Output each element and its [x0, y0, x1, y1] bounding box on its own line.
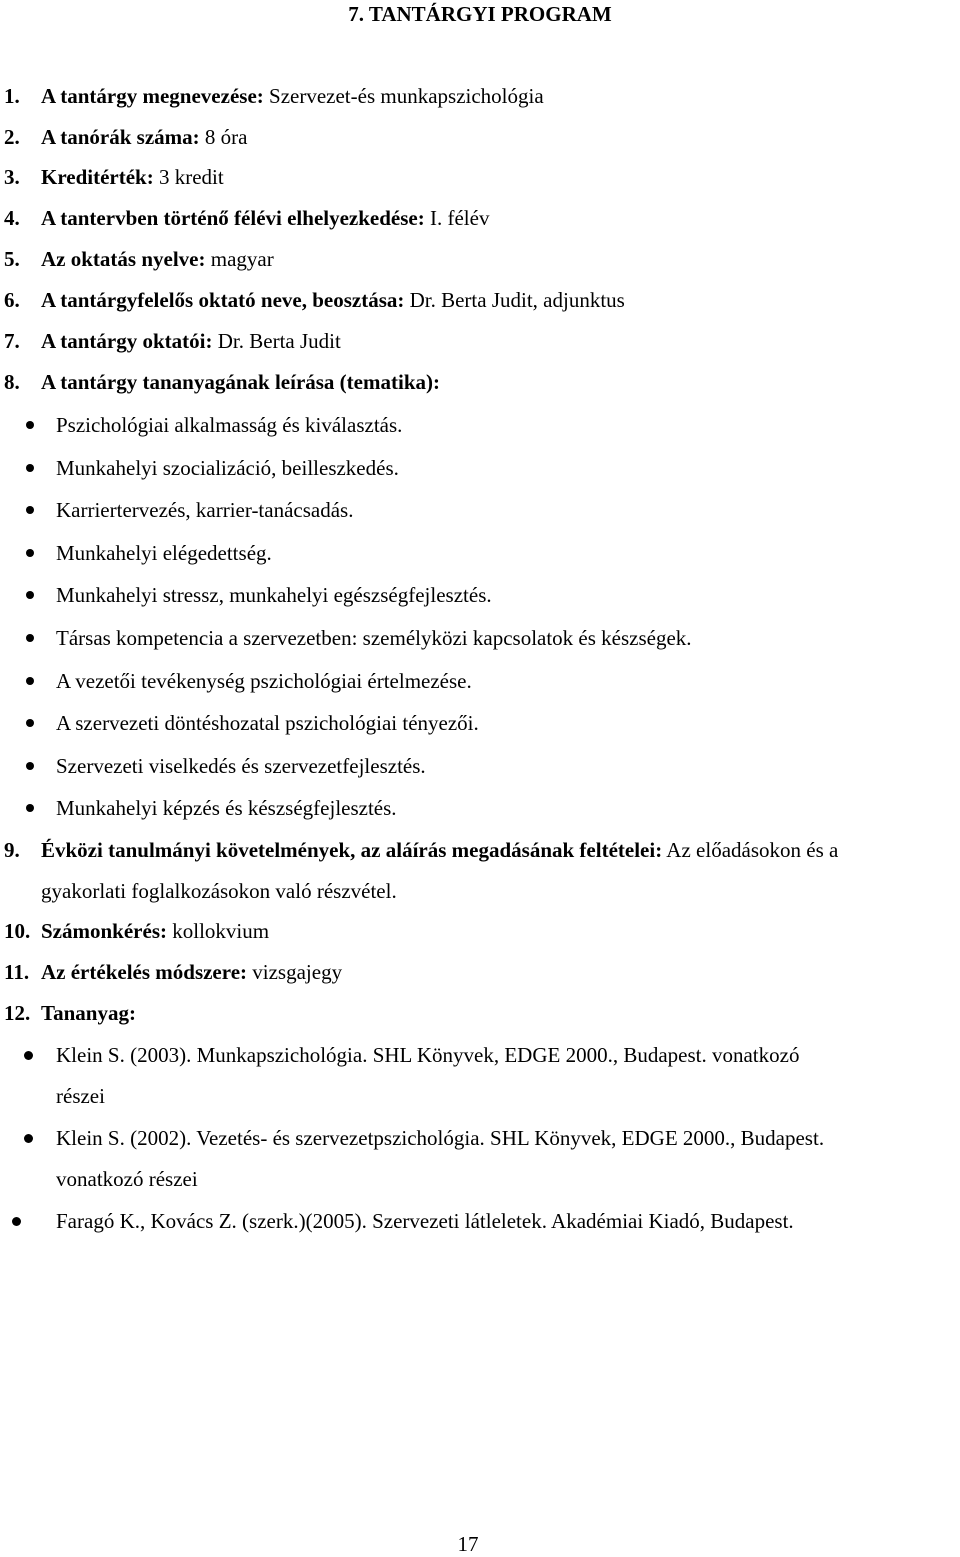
item-value: I. félév	[429, 206, 490, 230]
item-label: A tantárgyfelelős oktató neve, beosztása:	[41, 288, 405, 312]
page-title: 7. TANTÁRGYI PROGRAM	[348, 2, 612, 26]
item-value: Szervezet-és munkapszichológia	[269, 84, 544, 108]
item-value: 3 kredit	[158, 165, 224, 189]
item-label: Tananyag:	[41, 1001, 136, 1025]
item-number: 10.	[4, 919, 31, 943]
item-number: 9.	[4, 838, 20, 862]
bullet-icon	[26, 464, 34, 472]
bullet-icon	[26, 804, 34, 812]
item-label: Kreditérték:	[41, 165, 154, 189]
item-value: magyar	[210, 247, 274, 271]
item-number: 7.	[4, 329, 20, 353]
bullet-icon	[26, 634, 34, 642]
item-label: A tantárgy oktatói:	[41, 329, 213, 353]
item-value: Az előadásokon és a	[666, 838, 839, 862]
page-number: 17	[457, 1532, 479, 1556]
item-number: 2.	[4, 125, 20, 149]
item-value: 8 óra	[204, 125, 248, 149]
item-label: A tantervben történő félévi elhelyezkedése:	[41, 206, 425, 230]
item-number: 5.	[4, 247, 20, 271]
item-number: 3.	[4, 165, 20, 189]
item-value: Dr. Berta Judit, adjunktus	[409, 288, 625, 312]
bullet-icon	[26, 762, 34, 770]
item-label: Az értékelés módszere:	[41, 960, 248, 984]
item-label: A tanórák száma:	[41, 125, 200, 149]
item-number: 8.	[4, 370, 20, 394]
item-number: 12.	[4, 1001, 31, 1025]
item-number: 4.	[4, 206, 20, 230]
bullet-icon	[24, 1051, 33, 1060]
bullet-icon	[26, 506, 34, 514]
item-value: Dr. Berta Judit	[217, 329, 341, 353]
bullet-icon	[26, 421, 34, 429]
item-number: 11.	[4, 960, 30, 984]
item-number: 6.	[4, 288, 20, 312]
bullet-icon	[26, 549, 34, 557]
item-label: A tantárgy tananyagának leírása (tematika):	[41, 370, 440, 394]
item-label: Az oktatás nyelve:	[41, 247, 206, 271]
bullet-icon	[12, 1217, 21, 1226]
item-number: 1.	[4, 84, 20, 108]
item-label: A tantárgy megnevezése:	[41, 84, 264, 108]
item-value: vizsgajegy	[252, 960, 343, 984]
bullet-icon	[26, 719, 34, 727]
item-label: Számonkérés:	[41, 919, 167, 943]
item-value: kollokvium	[172, 919, 270, 943]
bullet-icon	[26, 677, 34, 685]
bullet-icon	[26, 591, 34, 599]
item-label: Évközi tanulmányi követelmények, az aláírás megadásának feltételei:	[41, 838, 663, 862]
bullet-icon	[24, 1134, 33, 1143]
